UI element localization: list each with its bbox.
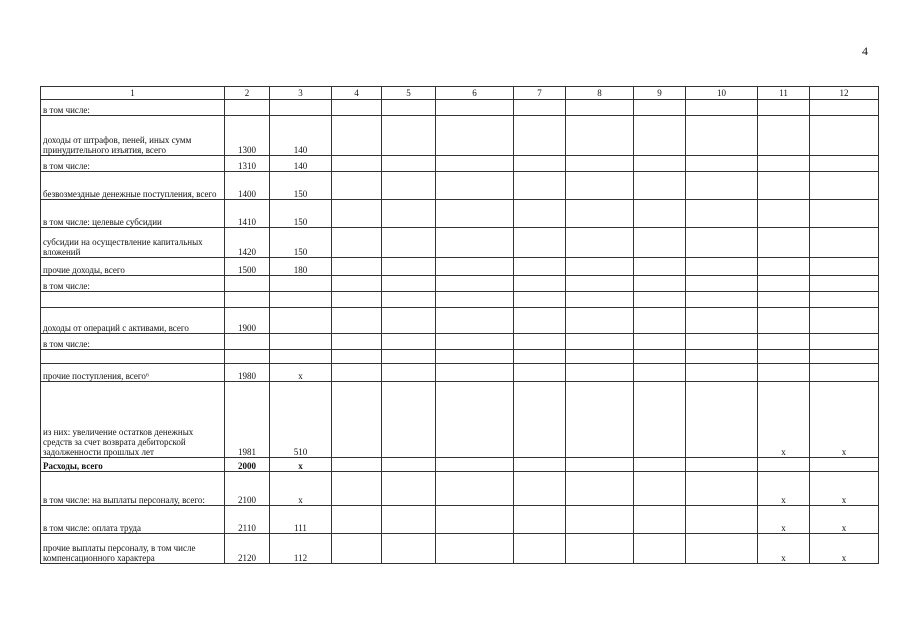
column-header-8: 8 [566,87,634,100]
empty-cell [686,228,758,258]
table-row [41,350,879,364]
empty-cell [382,116,436,156]
table-row [41,292,879,308]
empty-cell [686,382,758,458]
cell-col-2 [225,334,270,350]
empty-cell [634,534,686,564]
cell-col-2: 1900 [225,308,270,334]
cell-col-2: 1310 [225,156,270,172]
empty-cell [382,534,436,564]
cell-col-11 [758,276,810,292]
empty-cell [436,364,514,382]
empty-cell [566,534,634,564]
empty-cell [332,364,382,382]
empty-cell [634,350,686,364]
empty-cell [566,364,634,382]
page-number: 4 [862,44,868,58]
empty-cell [634,228,686,258]
empty-cell [382,472,436,506]
cell-col-12: x [810,506,879,534]
row-label: в том числе: целевые субсидии [41,200,225,228]
empty-cell [634,200,686,228]
empty-cell [566,156,634,172]
column-header-5: 5 [382,87,436,100]
cell-col-12 [810,100,879,116]
empty-cell [382,292,436,308]
cell-col-2 [225,276,270,292]
empty-cell [634,258,686,276]
empty-cell [436,334,514,350]
empty-cell [436,228,514,258]
cell-col-3: 112 [270,534,332,564]
empty-cell [332,534,382,564]
empty-cell [686,100,758,116]
table-row [41,472,879,506]
empty-cell [686,292,758,308]
column-header-1: 1 [41,87,225,100]
empty-cell [634,156,686,172]
cell-col-12 [810,458,879,472]
table-row [41,258,879,276]
empty-cell [686,506,758,534]
table-row [41,382,879,458]
empty-cell [686,258,758,276]
empty-cell [436,100,514,116]
cell-col-11: x [758,472,810,506]
empty-cell [382,276,436,292]
cell-col-12 [810,258,879,276]
table-row [41,172,879,200]
empty-cell [566,258,634,276]
empty-cell [566,116,634,156]
table-row [41,200,879,228]
empty-cell [382,228,436,258]
empty-cell [634,334,686,350]
table-row [41,276,879,292]
cell-col-12 [810,228,879,258]
cell-col-3: 180 [270,258,332,276]
cell-col-2: 2120 [225,534,270,564]
empty-cell [382,156,436,172]
cell-col-2: 1500 [225,258,270,276]
cell-col-3 [270,100,332,116]
empty-cell [686,172,758,200]
empty-cell [332,292,382,308]
empty-cell [566,172,634,200]
empty-cell [566,200,634,228]
cell-col-3 [270,292,332,308]
empty-cell [332,334,382,350]
cell-col-3: 140 [270,116,332,156]
empty-cell [436,172,514,200]
empty-cell [436,308,514,334]
empty-cell [382,172,436,200]
cell-col-3 [270,334,332,350]
empty-cell [436,506,514,534]
row-label: в том числе: на выплаты персоналу, всего: [41,472,225,506]
cell-col-11 [758,292,810,308]
cell-col-11 [758,200,810,228]
empty-cell [566,506,634,534]
empty-cell [514,228,566,258]
cell-col-11 [758,350,810,364]
cell-col-11 [758,228,810,258]
empty-cell [514,472,566,506]
column-header-11: 11 [758,87,810,100]
empty-cell [332,258,382,276]
empty-cell [332,350,382,364]
cell-col-12 [810,292,879,308]
cell-col-3: x [270,472,332,506]
column-header-2: 2 [225,87,270,100]
empty-cell [332,308,382,334]
empty-cell [566,228,634,258]
empty-cell [436,116,514,156]
empty-cell [382,350,436,364]
empty-cell [686,472,758,506]
empty-cell [566,350,634,364]
column-header-7: 7 [514,87,566,100]
cell-col-11: x [758,534,810,564]
cell-col-2: 2100 [225,472,270,506]
financial-plan-table [40,86,879,564]
cell-col-3: 150 [270,200,332,228]
column-header-6: 6 [436,87,514,100]
cell-col-2: 1980 [225,364,270,382]
row-label: доходы от операций с активами, всего [41,308,225,334]
cell-col-12 [810,334,879,350]
table-row [41,100,879,116]
empty-cell [686,334,758,350]
empty-cell [634,506,686,534]
column-header-4: 4 [332,87,382,100]
cell-col-3: x [270,364,332,382]
cell-col-2: 1400 [225,172,270,200]
empty-cell [566,472,634,506]
empty-cell [514,100,566,116]
empty-cell [566,382,634,458]
row-label: прочие выплаты персоналу, в том числе компенсационного характера [41,534,225,564]
empty-cell [634,472,686,506]
cell-col-11 [758,308,810,334]
empty-cell [686,156,758,172]
cell-col-11 [758,100,810,116]
cell-col-12: x [810,534,879,564]
cell-col-2: 2000 [225,458,270,472]
empty-cell [566,308,634,334]
empty-cell [382,100,436,116]
cell-col-12 [810,350,879,364]
column-header-3: 3 [270,87,332,100]
table-row [41,534,879,564]
empty-cell [514,506,566,534]
empty-cell [382,258,436,276]
cell-col-3: 150 [270,228,332,258]
cell-col-3: 510 [270,382,332,458]
cell-col-11 [758,458,810,472]
table-row [41,364,879,382]
empty-cell [436,258,514,276]
cell-col-11 [758,116,810,156]
empty-cell [634,382,686,458]
empty-cell [634,458,686,472]
cell-col-12: x [810,472,879,506]
empty-cell [514,276,566,292]
table-row [41,506,879,534]
cell-col-12 [810,276,879,292]
row-label: прочие доходы, всего [41,258,225,276]
empty-cell [382,308,436,334]
empty-cell [514,458,566,472]
empty-cell [514,308,566,334]
cell-col-2: 1300 [225,116,270,156]
empty-cell [634,292,686,308]
row-label: доходы от штрафов, пеней, иных сумм принудительного изъятия, всего [41,116,225,156]
empty-cell [686,276,758,292]
empty-cell [686,308,758,334]
empty-cell [686,364,758,382]
empty-cell [382,506,436,534]
empty-cell [514,200,566,228]
empty-cell [382,382,436,458]
row-label: в том числе: оплата труда [41,506,225,534]
empty-cell [634,276,686,292]
empty-cell [566,100,634,116]
empty-cell [332,156,382,172]
empty-cell [436,156,514,172]
empty-cell [436,382,514,458]
empty-cell [514,172,566,200]
table-row [41,228,879,258]
empty-cell [436,350,514,364]
cell-col-11: x [758,382,810,458]
empty-cell [436,534,514,564]
empty-cell [634,100,686,116]
empty-cell [332,172,382,200]
cell-col-3: 150 [270,172,332,200]
empty-cell [514,350,566,364]
empty-cell [634,308,686,334]
cell-col-3 [270,350,332,364]
empty-cell [332,116,382,156]
empty-cell [686,534,758,564]
table-row [41,334,879,350]
empty-cell [332,458,382,472]
empty-cell [566,458,634,472]
empty-cell [382,334,436,350]
empty-cell [382,200,436,228]
row-label: в том числе: [41,156,225,172]
row-label: Расходы, всего [41,458,225,472]
cell-col-3 [270,308,332,334]
empty-cell [382,458,436,472]
empty-cell [686,458,758,472]
empty-cell [566,334,634,350]
row-label: в том числе: [41,100,225,116]
row-label: безвозмездные денежные поступления, всего [41,172,225,200]
empty-cell [634,364,686,382]
empty-cell [514,292,566,308]
empty-cell [332,382,382,458]
cell-col-11 [758,172,810,200]
cell-col-11 [758,364,810,382]
row-label [41,292,225,308]
empty-cell [566,292,634,308]
empty-cell [382,364,436,382]
empty-cell [514,382,566,458]
empty-cell [436,276,514,292]
cell-col-2 [225,350,270,364]
empty-cell [514,534,566,564]
row-label: субсидии на осуществление капитальных вложений [41,228,225,258]
cell-col-3 [270,276,332,292]
cell-col-12 [810,308,879,334]
row-label: в том числе: [41,276,225,292]
empty-cell [514,334,566,350]
cell-col-2 [225,100,270,116]
empty-cell [566,276,634,292]
cell-col-11 [758,258,810,276]
empty-cell [332,276,382,292]
empty-cell [514,364,566,382]
cell-col-11: x [758,506,810,534]
cell-col-2: 1410 [225,200,270,228]
empty-cell [514,116,566,156]
table-row [41,308,879,334]
column-header-12: 12 [810,87,879,100]
cell-col-12 [810,172,879,200]
cell-col-12: x [810,382,879,458]
empty-cell [332,100,382,116]
column-header-9: 9 [634,87,686,100]
empty-cell [436,292,514,308]
empty-cell [514,258,566,276]
table-row [41,116,879,156]
empty-cell [436,200,514,228]
row-label: прочие поступления, всего⁶ [41,364,225,382]
cell-col-12 [810,200,879,228]
empty-cell [332,228,382,258]
cell-col-11 [758,334,810,350]
cell-col-12 [810,156,879,172]
empty-cell [634,172,686,200]
cell-col-2: 1981 [225,382,270,458]
empty-cell [332,472,382,506]
cell-col-3: 140 [270,156,332,172]
cell-col-3: 111 [270,506,332,534]
header-row [41,87,879,100]
row-label [41,350,225,364]
cell-col-11 [758,156,810,172]
empty-cell [436,458,514,472]
empty-cell [436,472,514,506]
empty-cell [634,116,686,156]
column-header-10: 10 [686,87,758,100]
cell-col-2 [225,292,270,308]
cell-col-12 [810,116,879,156]
row-label: из них: увеличение остатков денежных средств за счет возврата дебиторской задолженности прошлых лет [41,382,225,458]
empty-cell [514,156,566,172]
cell-col-2: 1420 [225,228,270,258]
table-row [41,156,879,172]
row-label: в том числе: [41,334,225,350]
table-row [41,458,879,472]
empty-cell [332,506,382,534]
empty-cell [686,116,758,156]
empty-cell [332,200,382,228]
cell-col-3: x [270,458,332,472]
cell-col-12 [810,364,879,382]
cell-col-2: 2110 [225,506,270,534]
empty-cell [686,350,758,364]
empty-cell [686,200,758,228]
